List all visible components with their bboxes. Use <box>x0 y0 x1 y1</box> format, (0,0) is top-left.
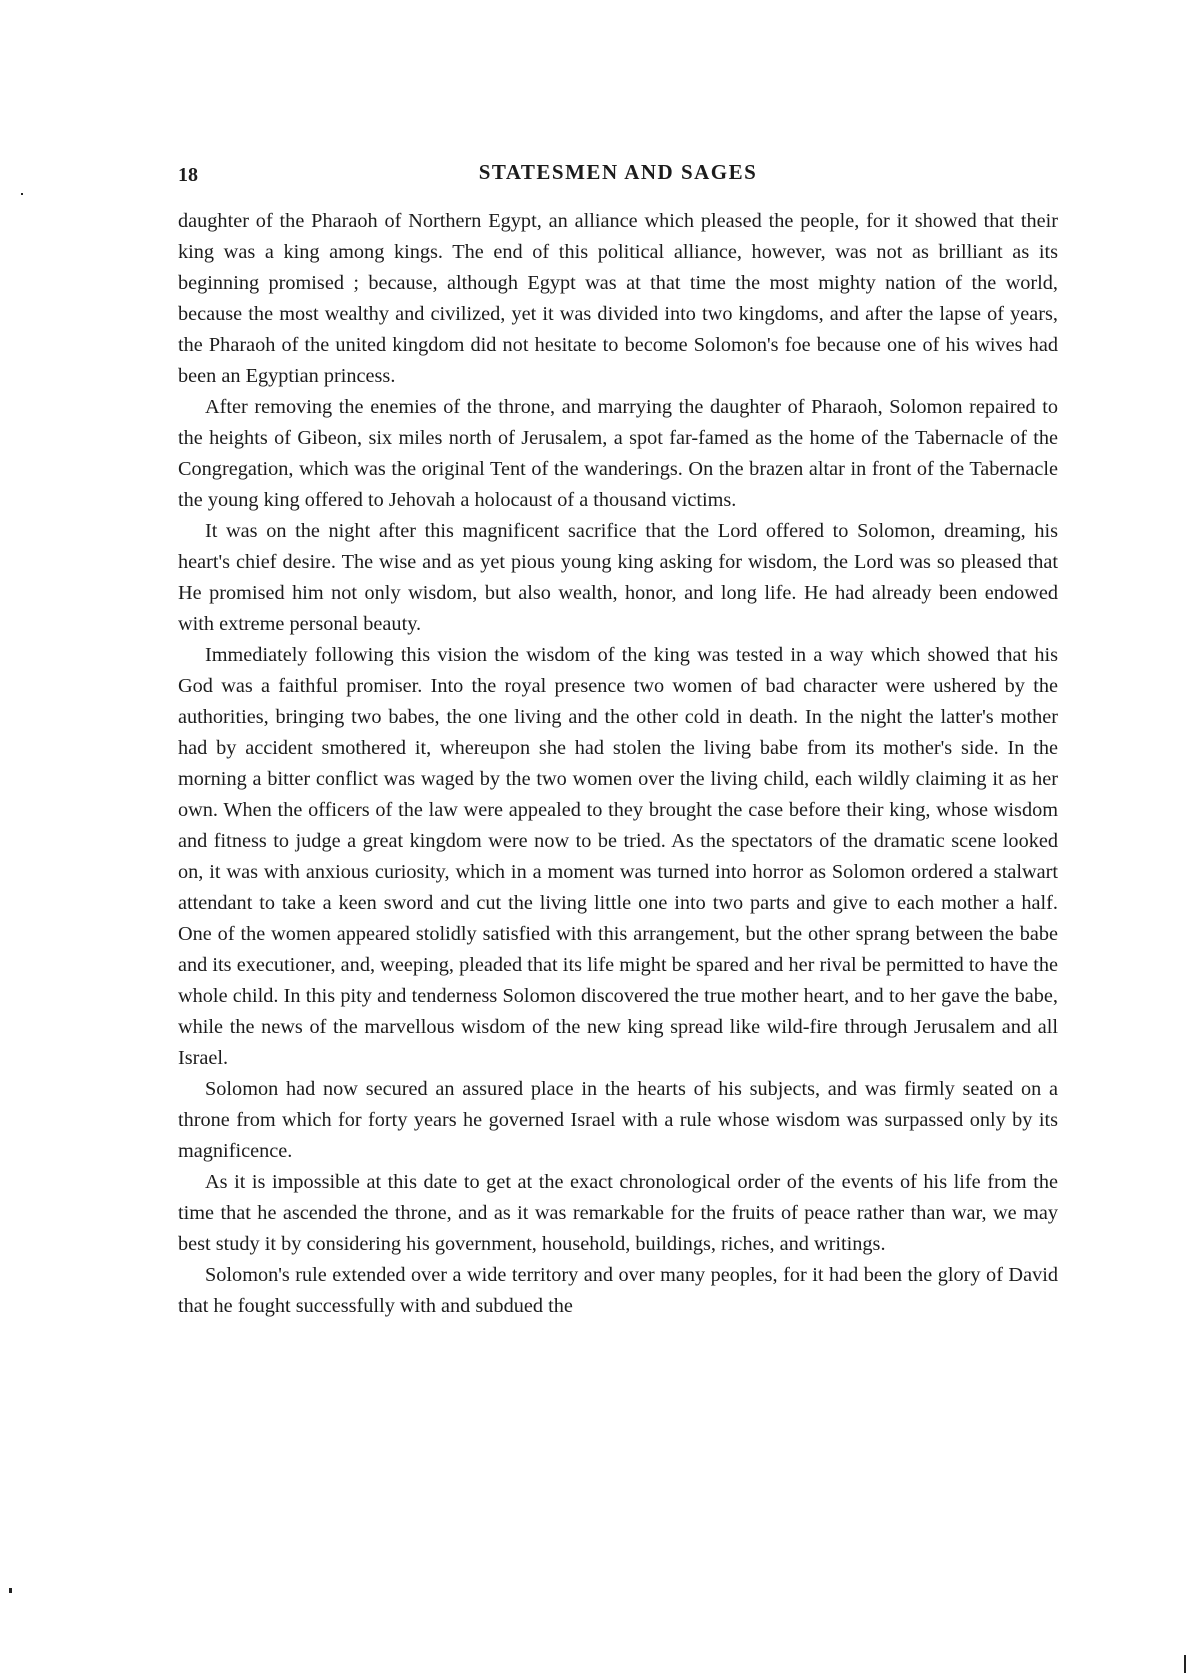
paragraph: As it is impossible at this date to get at the exact chronological order of the events of his life from the time that he ascended the throne, and as it was remarkable for the fruits of peace rather than war, we may best study it by considering his government, household, buildings, riches, and writings. <box>178 1171 1058 1255</box>
paragraph: After removing the enemies of the throne, and marrying the daughter of Pharaoh, Solomon repaired to the heights of Gibeon, six miles north of Jerusalem, a spot far-famed as the home of the Tabernacle of the Congregation, which was the original Tent of the wanderings. On the brazen altar in front of the Tabernacle the young king offered to Jehovah a holocaust of a thousand victims. <box>178 396 1058 511</box>
scan-edge-mark <box>1184 1655 1186 1673</box>
body-text <box>178 206 1058 1322</box>
scan-speck <box>9 1588 12 1593</box>
running-title: STATESMEN AND SAGES <box>478 160 758 184</box>
paragraph: Immediately following this vision the wisdom of the king was tested in a way which showed that his God was a faithful promiser. Into the royal presence two women of bad character were ushered by the authorities, bringing two babes, the one living and the other cold in death. In the night the latter's mother had by accident smothered it, whereupon she had stolen the living babe from its mother's side. In the morning a bitter conflict was waged by the two women over the living child, each wildly claiming it as her own. When the officers of the law were appealed to they brought the case before their king, whose wisdom and fitness to judge a great kingdom were now to be tried. As the spectators of the dramatic scene looked on, it was with anxious curiosity, which in a moment was turned into horror as Solomon ordered a stalwart attendant to take a keen sword and cut the living little one into two parts and give to each mother a half. One of the women appeared stolidly satisfied with this arrangement, but the other sprang between the babe and its executioner, and, weeping, pleaded that its life might be spared and her rival be permitted to have the whole child. In this pity and tenderness Solomon discovered the true mother heart, and to her gave the babe, while the news of the marvellous wisdom of the new king spread like wild-fire through Jerusalem and all Israel. <box>178 644 1058 1069</box>
scan-speck <box>21 193 23 195</box>
paragraph: Solomon had now secured an assured place in the hearts of his subjects, and was firmly seated on a throne from which for forty years he governed Israel with a rule whose wisdom was surpassed only by its magnificence. <box>178 1078 1058 1162</box>
running-head <box>178 160 1058 192</box>
paragraph: It was on the night after this magnificent sacrifice that the Lord offered to Solomon, dreaming, his heart's chief desire. The wise and as yet pious young king asking for wisdom, the Lord was so pleased that He promised him not only wisdom, but also wealth, honor, and long life. He had already been endowed with extreme personal beauty. <box>178 520 1058 635</box>
page-number: 18 <box>178 164 198 186</box>
paragraph: daughter of the Pharaoh of Northern Egypt, an alliance which pleased the people, for it showed that their king was a king among kings. The end of this political alliance, however, was not as brilliant as its beginning promised ; because, although Egypt was at that time the most mighty nation of the world, because the most wealthy and civilized, yet it was divided into two kingdoms, and after the lapse of years, the Pharaoh of the united kingdom did not hesitate to become Solomon's foe because one of his wives had been an Egyptian princess. <box>178 210 1058 387</box>
paragraph: Solomon's rule extended over a wide territory and over many peoples, for it had been the glory of David that he fought successfully with and subdued the <box>178 1264 1058 1317</box>
